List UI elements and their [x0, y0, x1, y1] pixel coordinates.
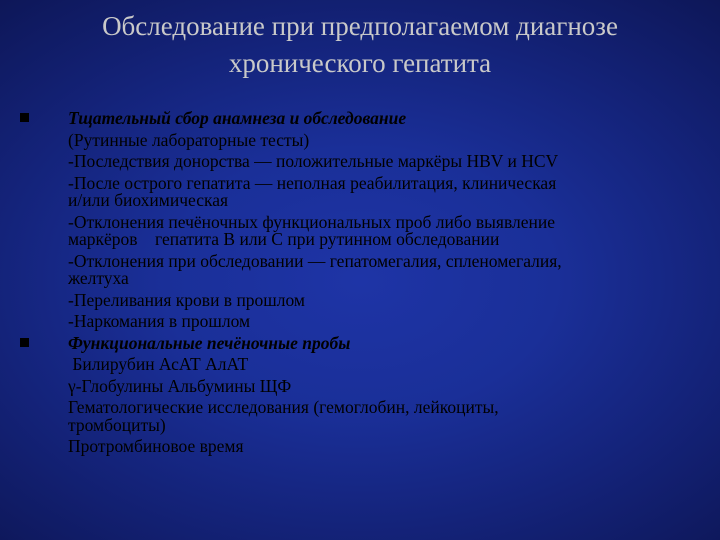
list-line: -После острого гепатита — неполная реабилитация, клиническая — [68, 172, 557, 193]
square-bullet-icon — [20, 113, 29, 122]
square-bullet-icon — [20, 338, 29, 347]
list-line: Билирубин АсАТ АлАТ — [68, 354, 249, 374]
list-line: и/или биохимическая — [68, 190, 229, 210]
list-line: (Рутинные лабораторные тесты) — [68, 129, 310, 150]
list-line: маркёров гепатита В или С при рутинном обследовании — [68, 229, 500, 249]
list-line: -Отклонения при обследовании — гепатомегалия, спленомегалия, — [68, 250, 562, 271]
bullet-item-anamnesis — [0, 108, 720, 333]
bullet-item-liver-tests — [0, 333, 720, 458]
slide-title: Обследование при предполагаемом диагнозе хронического гепатита — [102, 11, 618, 78]
list-line: Протромбиновое время — [68, 436, 244, 456]
list-line: Гематологические исследования (гемоглобин, лейкоциты, — [68, 397, 499, 417]
section-heading: Функциональные печёночные пробы — [68, 332, 351, 353]
list-line: -Наркомания в прошлом — [68, 311, 251, 331]
bullet-list — [0, 108, 720, 458]
section-heading: Тщательный сбор анамнеза и обследование — [68, 108, 407, 128]
list-line: -Последствия донорства — положительные маркёры HBV и HCV — [68, 151, 559, 171]
list-line: желтуха — [68, 268, 129, 288]
list-line: γ-Глобулины Альбумины ЩФ — [68, 375, 292, 396]
list-line: тромбоциты) — [68, 414, 166, 435]
list-line: -Переливания крови в прошлом — [68, 289, 306, 310]
list-line: -Отклонения печёночных функциональных проб либо выявление — [68, 211, 555, 232]
